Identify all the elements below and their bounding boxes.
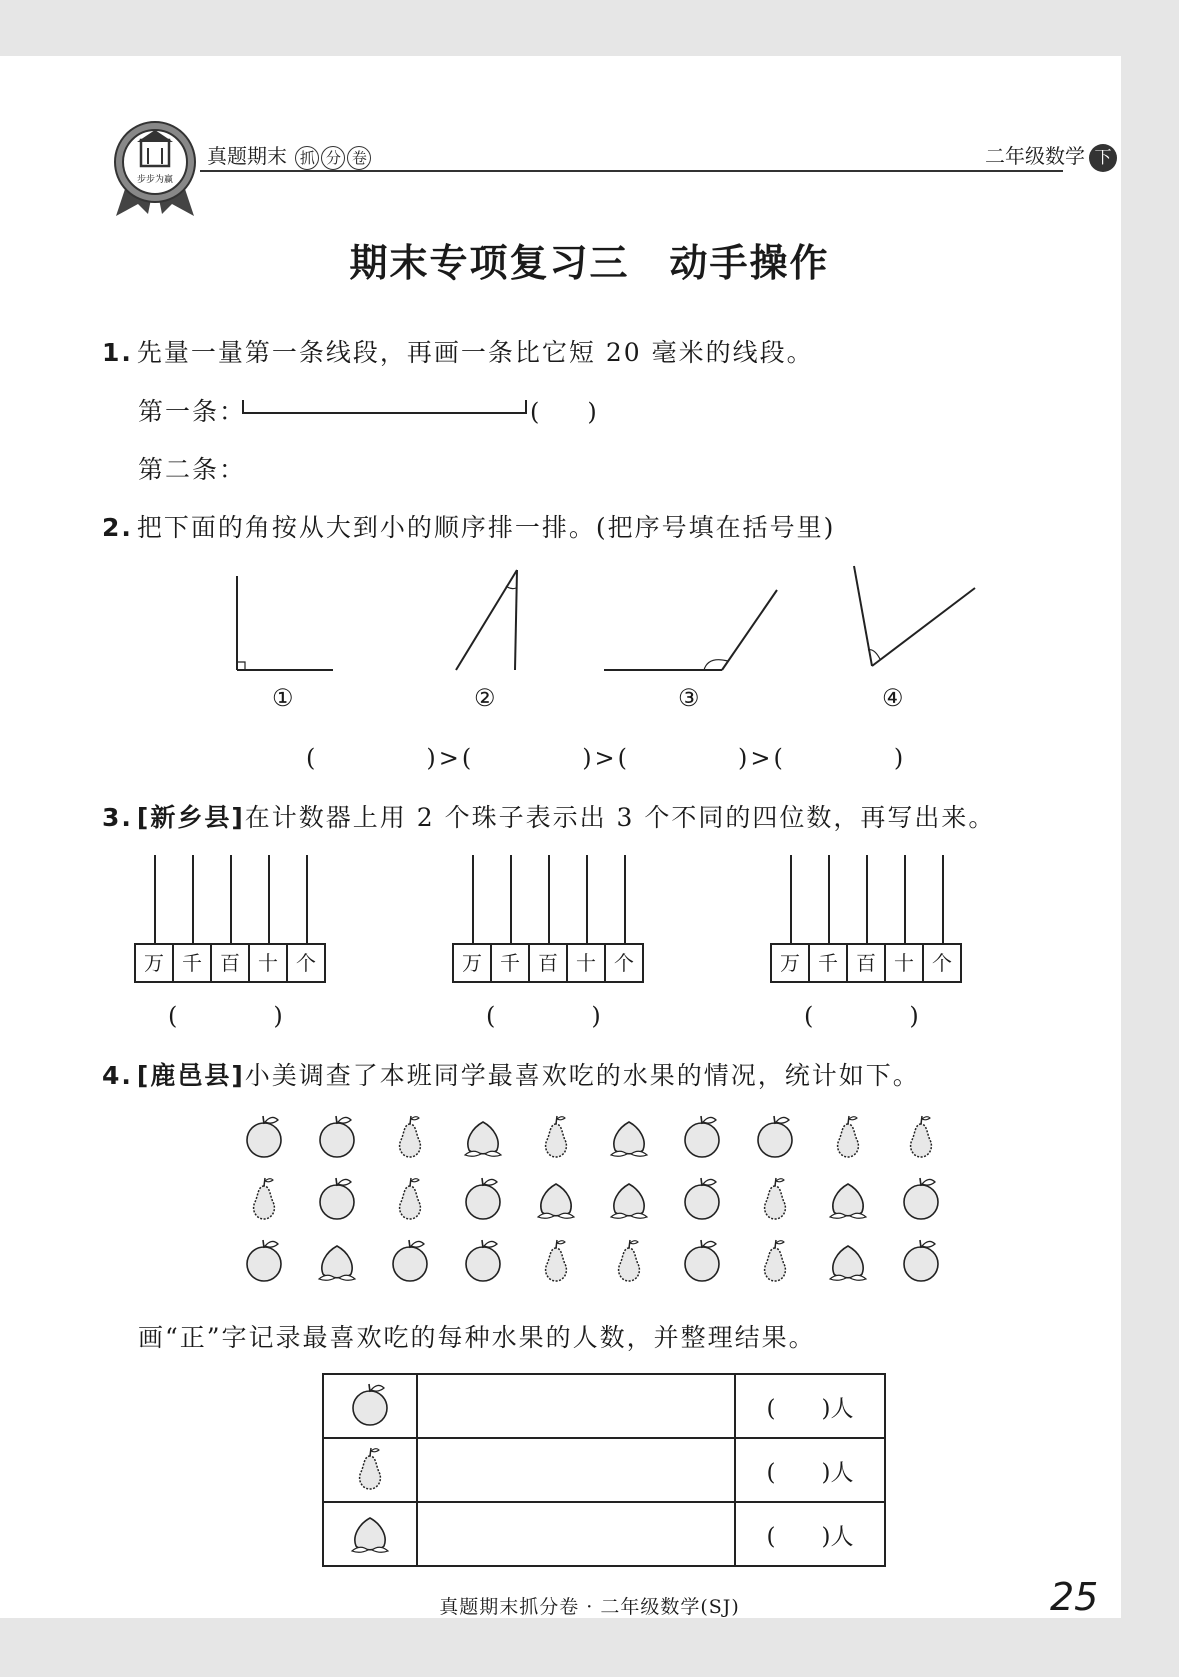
peach-icon	[534, 1174, 578, 1222]
abacus-2	[452, 855, 642, 985]
peach-icon	[607, 1174, 651, 1222]
pear-icon	[753, 1236, 797, 1284]
apple-icon	[461, 1236, 505, 1284]
svg-text:步步为赢: 步步为赢	[136, 175, 174, 185]
pear-icon	[607, 1236, 651, 1284]
place-wan: 万	[454, 945, 492, 981]
apple-icon	[680, 1174, 724, 1222]
brand-badge-icon	[108, 118, 202, 218]
apple-icon	[388, 1236, 432, 1284]
peach-icon	[461, 1112, 505, 1160]
apple-icon	[680, 1112, 724, 1160]
place-bai: 百	[530, 945, 568, 981]
q3-answer-1[interactable]: ( )	[168, 1002, 283, 1030]
place-shi: 十	[886, 945, 924, 981]
pear-icon	[242, 1174, 286, 1222]
apple-icon	[323, 1374, 417, 1438]
apple-icon	[315, 1174, 359, 1222]
q1-line1-label: 第一条：	[138, 397, 247, 426]
place-qian: 千	[810, 945, 848, 981]
angle-label-2: ②	[474, 684, 496, 712]
question-2: 2. 把下面的角按从大到小的顺序排一排。(把序号填在括号里)	[102, 513, 836, 542]
q1-line2-label: 第二条：	[138, 455, 247, 484]
place-bai: 百	[212, 945, 250, 981]
table-row	[323, 1502, 885, 1566]
peach-icon	[607, 1112, 651, 1160]
volume-badge: 下	[1089, 144, 1117, 172]
abacus-3	[770, 855, 960, 985]
q1-length-blank[interactable]: ( )	[530, 398, 597, 426]
tally-table	[322, 1373, 886, 1567]
page-number: 25	[1050, 1575, 1099, 1619]
angle-2	[456, 570, 517, 670]
pear-icon	[323, 1438, 417, 1502]
pear-icon	[534, 1112, 578, 1160]
apple-icon	[899, 1174, 943, 1222]
place-ge: 个	[614, 951, 634, 975]
question-4: 4. [鹿邑县]小美调查了本班同学最喜欢吃的水果的情况，统计如下。	[102, 1061, 920, 1090]
angle-label-1: ①	[272, 684, 294, 712]
table-row	[323, 1374, 885, 1438]
place-bai: 百	[848, 945, 886, 981]
pear-icon	[388, 1174, 432, 1222]
circled-char: 分	[321, 146, 345, 170]
tally-blank[interactable]	[417, 1438, 735, 1502]
peach-icon	[826, 1174, 870, 1222]
circled-char: 抓	[295, 146, 319, 170]
apple-icon	[899, 1236, 943, 1284]
place-wan: 万	[772, 945, 810, 981]
grade-subject: 二年级数学 下	[985, 140, 1117, 172]
tally-blank[interactable]	[417, 1374, 735, 1438]
place-qian: 千	[492, 945, 530, 981]
angle-label-4: ④	[882, 684, 904, 712]
count-blank[interactable]: ( )人	[735, 1502, 885, 1566]
footer-text: 真题期末抓分卷 · 二年级数学(SJ)	[439, 1596, 740, 1618]
place-ge: 个	[932, 951, 952, 975]
series-title: 真题期末 抓 分 卷	[207, 140, 371, 170]
abacus-1	[134, 855, 324, 985]
pear-icon	[753, 1174, 797, 1222]
pear-icon	[388, 1112, 432, 1160]
place-shi: 十	[250, 945, 288, 981]
question-3: 3. [新乡县]在计数器上用 2 个珠子表示出 3 个不同的四位数，再写出来。	[102, 803, 996, 832]
pear-icon	[826, 1112, 870, 1160]
angle-figures	[200, 560, 1000, 720]
q3-answer-2[interactable]: ( )	[486, 1002, 601, 1030]
place-qian: 千	[174, 945, 212, 981]
apple-icon	[461, 1174, 505, 1222]
apple-icon	[680, 1236, 724, 1284]
apple-icon	[315, 1112, 359, 1160]
apple-icon	[753, 1112, 797, 1160]
circled-char: 卷	[347, 146, 371, 170]
peach-icon	[826, 1236, 870, 1284]
q4-instruction: 画“正”字记录最喜欢吃的每种水果的人数，并整理结果。	[138, 1323, 816, 1352]
apple-icon	[242, 1236, 286, 1284]
place-ge: 个	[296, 951, 316, 975]
header-divider	[200, 170, 1063, 172]
q1-line-segment	[240, 398, 530, 418]
q3-answer-3[interactable]: ( )	[804, 1002, 919, 1030]
angle-label-3: ③	[678, 684, 700, 712]
apple-icon	[242, 1112, 286, 1160]
place-wan: 万	[136, 945, 174, 981]
pear-icon	[534, 1236, 578, 1284]
table-row	[323, 1438, 885, 1502]
angle-4	[854, 566, 975, 666]
fruit-grid	[242, 1112, 972, 1292]
question-1: 1. 先量一量第一条线段，再画一条比它短 20 毫米的线段。	[102, 338, 814, 367]
peach-icon	[315, 1236, 359, 1284]
count-blank[interactable]: ( )人	[735, 1374, 885, 1438]
pear-icon	[899, 1112, 943, 1160]
place-shi: 十	[568, 945, 606, 981]
tally-blank[interactable]	[417, 1502, 735, 1566]
count-blank[interactable]: ( )人	[735, 1438, 885, 1502]
page-title: 期末专项复习三 动手操作	[349, 241, 830, 285]
angle-3	[604, 590, 777, 670]
peach-icon	[323, 1502, 417, 1566]
angle-order-blanks[interactable]: ( )>( )>( )>( )	[306, 744, 907, 772]
angle-1	[237, 576, 333, 670]
